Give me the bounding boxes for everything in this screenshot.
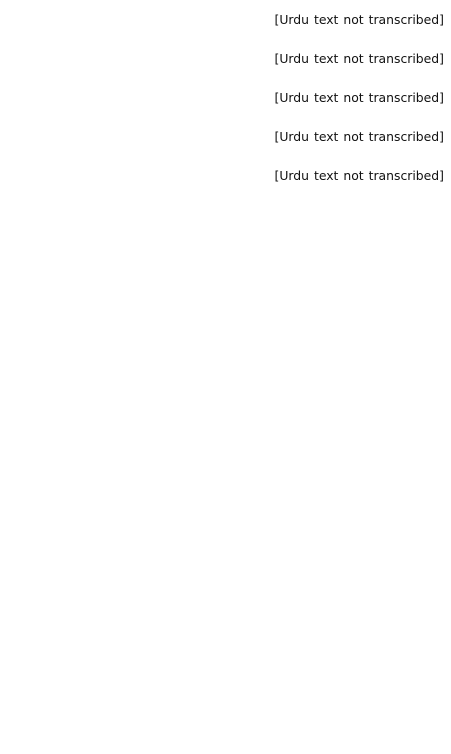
- article-paragraph-4: [Urdu text not transcribed]: [274, 129, 444, 144]
- article-paragraph-1: [Urdu text not transcribed]: [274, 12, 444, 27]
- article-paragraph-3: [Urdu text not transcribed]: [274, 90, 444, 105]
- article-paragraph-5: [Urdu text not transcribed]: [274, 168, 444, 183]
- article-paragraph-2: [Urdu text not transcribed]: [274, 51, 444, 66]
- urdu-article: [7, 6, 444, 749]
